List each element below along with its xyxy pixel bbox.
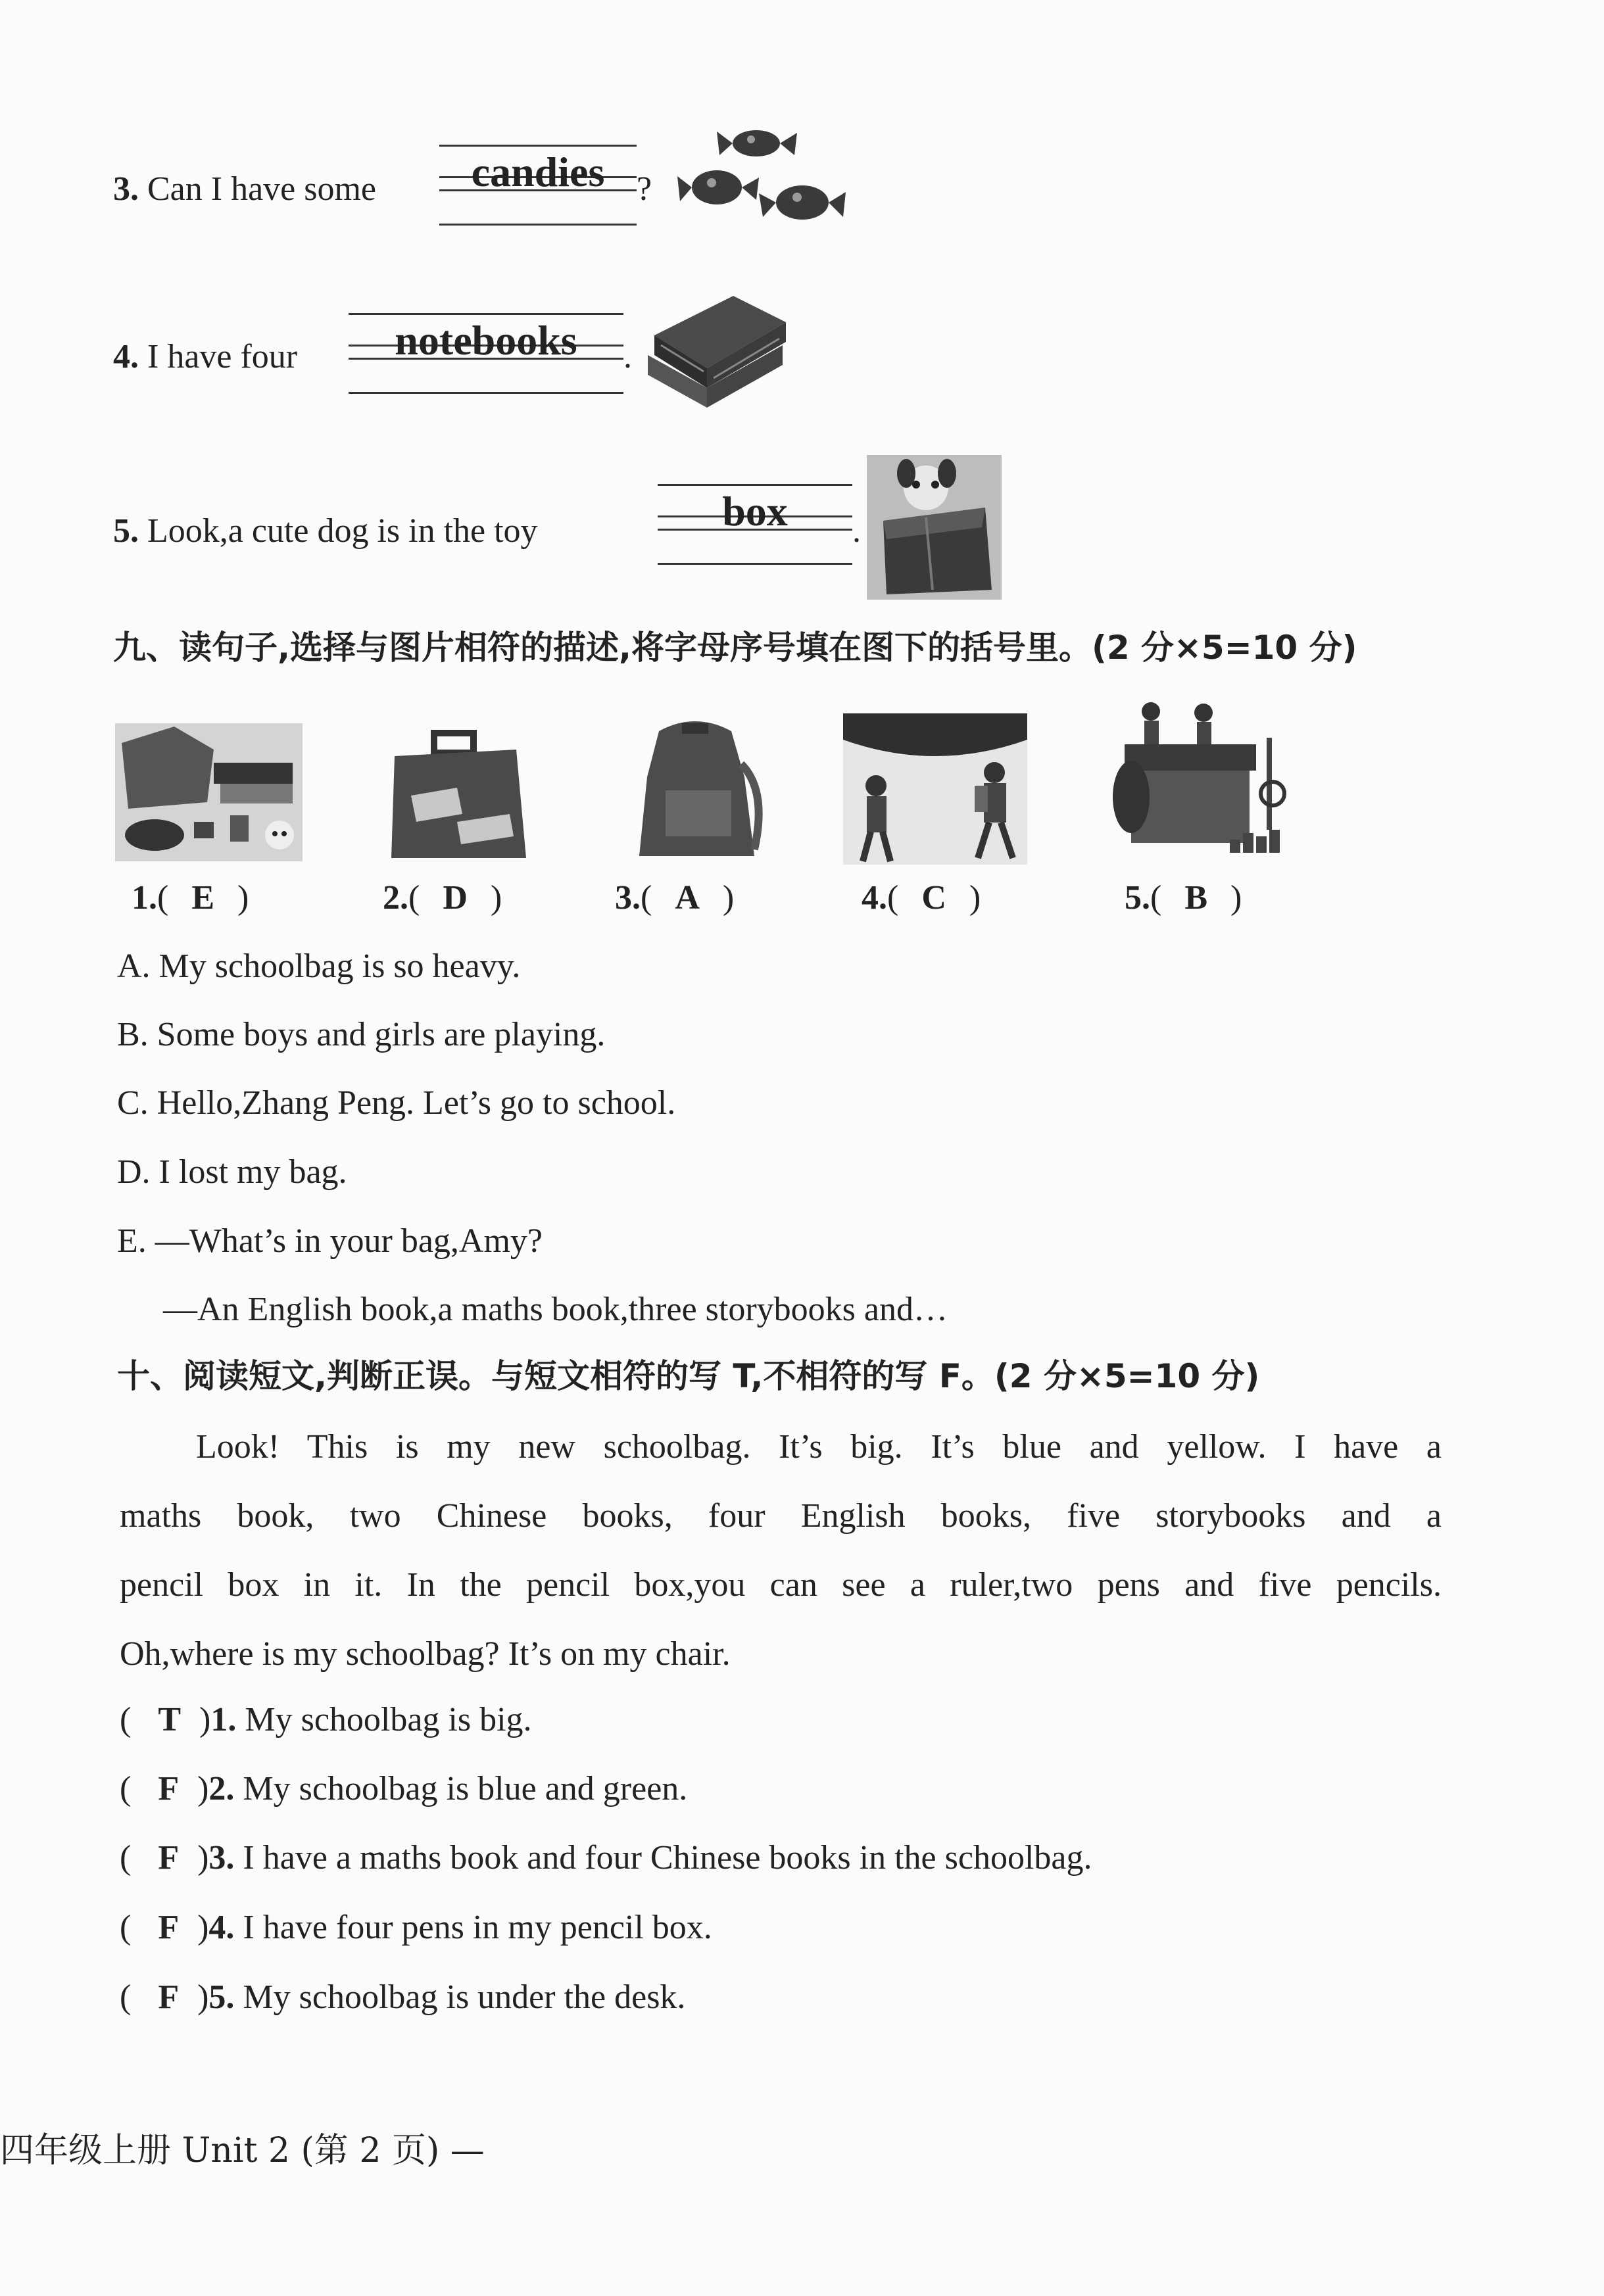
- candies-picture: [677, 125, 848, 256]
- statement-2: ( F )2. My schoolbag is blue and green.: [120, 1770, 688, 1807]
- option-e: E. —What’s in your bag,Amy?: [117, 1222, 543, 1260]
- item-5-answer: box: [722, 488, 788, 535]
- picture-1-label: 1.( E ): [132, 879, 249, 917]
- statement-1-answer[interactable]: T: [158, 1701, 182, 1738]
- part9-title: 九、读句子,选择与图片相符的描述,将字母序号填在图下的括号里。(2 分×5=10 分): [113, 629, 1357, 667]
- children-playing-picture: [1105, 698, 1302, 863]
- option-a: A. My schoolbag is so heavy.: [117, 947, 521, 985]
- option-b: B. Some boys and girls are playing.: [117, 1016, 606, 1053]
- item-5-blank[interactable]: [658, 479, 852, 558]
- statement-5: ( F )5. My schoolbag is under the desk.: [120, 1978, 686, 2016]
- part10-title: 十、阅读短文,判断正误。与短文相符的写 T,不相符的写 F。(2 分×5=10 分): [117, 1357, 1260, 1395]
- passage-line-1: Look! This is my new schoolbag. It’s big. It’s blue and yellow. I have a: [196, 1428, 1442, 1466]
- picture-1-answer[interactable]: E: [191, 879, 215, 917]
- passage-line-3: pencil box in it. In the pencil box,you can see a ruler,two pens and five pencils.: [120, 1566, 1442, 1604]
- passage-line-2: maths book, two Chinese books, four English books, five storybooks and a: [120, 1497, 1442, 1535]
- item-4-blank[interactable]: [349, 308, 623, 387]
- item-5-sentence: 5. Look,a cute dog is in the toy: [113, 512, 538, 550]
- statement-3-answer[interactable]: F: [158, 1839, 180, 1877]
- item-4-sentence: 4. I have four: [113, 338, 298, 375]
- walking-to-school-picture: [843, 713, 1027, 865]
- picture-3-answer[interactable]: A: [675, 879, 700, 917]
- option-e-reply: —An English book,a maths book,three storybooks and…: [163, 1291, 948, 1328]
- option-d: D. I lost my bag.: [117, 1153, 347, 1191]
- notebooks-picture: [641, 283, 792, 421]
- picture-5-label: 5.( B ): [1125, 879, 1242, 917]
- statement-4-answer[interactable]: F: [158, 1909, 180, 1946]
- passage: [120, 1412, 1442, 1688]
- item-3-end: ?: [637, 170, 652, 208]
- item-3-blank[interactable]: [439, 139, 637, 218]
- statement-1: ( T )1. My schoolbag is big.: [120, 1701, 532, 1738]
- statement-4: ( F )4. I have four pens in my pencil box.: [120, 1909, 712, 1946]
- item-5-end: .: [852, 512, 861, 550]
- option-c: C. Hello,Zhang Peng. Let’s go to school.: [117, 1084, 676, 1122]
- lost-bag-picture: [385, 730, 533, 861]
- heavy-schoolbag-picture: [620, 718, 771, 863]
- statement-2-answer[interactable]: F: [158, 1770, 180, 1807]
- item-4-end: .: [623, 338, 632, 375]
- statement-5-answer[interactable]: F: [158, 1978, 180, 2016]
- item-4-answer: notebooks: [395, 317, 577, 364]
- toy-box-picture: [867, 455, 1002, 600]
- page-footer: 四年级上册 Unit 2 (第 2 页) —: [0, 2131, 485, 2170]
- item-3-answer: candies: [471, 149, 605, 195]
- bag-contents-picture: [115, 723, 303, 861]
- statement-3: ( F )3. I have a maths book and four Chinese books in the schoolbag.: [120, 1839, 1092, 1877]
- picture-2-answer[interactable]: D: [443, 879, 468, 917]
- picture-3-label: 3.( A ): [615, 879, 735, 917]
- item-3-sentence: 3. Can I have some: [113, 170, 377, 208]
- picture-4-label: 4.( C ): [862, 879, 981, 917]
- picture-4-answer[interactable]: C: [921, 879, 946, 917]
- picture-2-label: 2.( D ): [383, 879, 502, 917]
- passage-line-4: Oh,where is my schoolbag? It’s on my chair.: [120, 1635, 731, 1673]
- picture-5-answer[interactable]: B: [1184, 879, 1208, 917]
